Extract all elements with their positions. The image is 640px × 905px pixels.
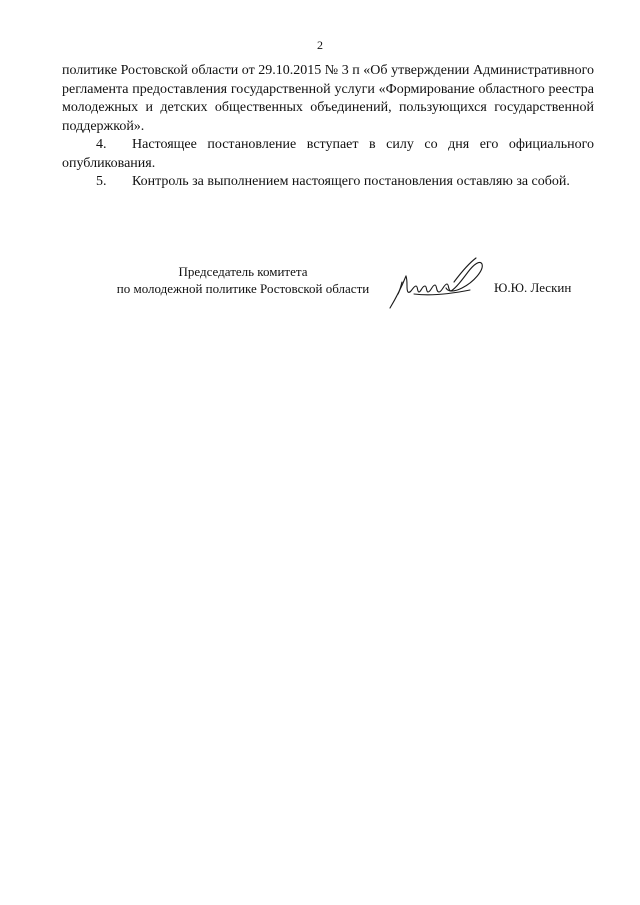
paragraph-text: Контроль за выполнением настоящего постановления оставляю за собой.	[132, 174, 570, 189]
handwritten-signature	[384, 252, 488, 312]
paragraph-5	[62, 173, 594, 192]
paragraph-text: Настоящее постановление вступает в силу со дня его официального опубликования.	[62, 137, 594, 171]
document-body	[62, 62, 594, 192]
signatory-name: Ю.Ю. Лескин	[494, 280, 572, 295]
paragraph-number: 4.	[96, 137, 107, 152]
page-number: 2	[317, 38, 323, 52]
signatory-position	[108, 263, 378, 297]
paragraph-number: 5.	[96, 174, 107, 189]
paragraph-4	[62, 136, 594, 173]
position-line-1: Председатель комитета	[178, 264, 308, 279]
position-line-2: по молодежной политике Ростовской области	[116, 281, 370, 296]
paragraph-continuation: политике Ростовской области от 29.10.2015 № 3 п «Об утверждении Административного регламента предоставления государственной услуги «Формирование областного реестра молодежных и детских общественных объединений, пользующихся государственной поддержкой».	[62, 63, 594, 134]
